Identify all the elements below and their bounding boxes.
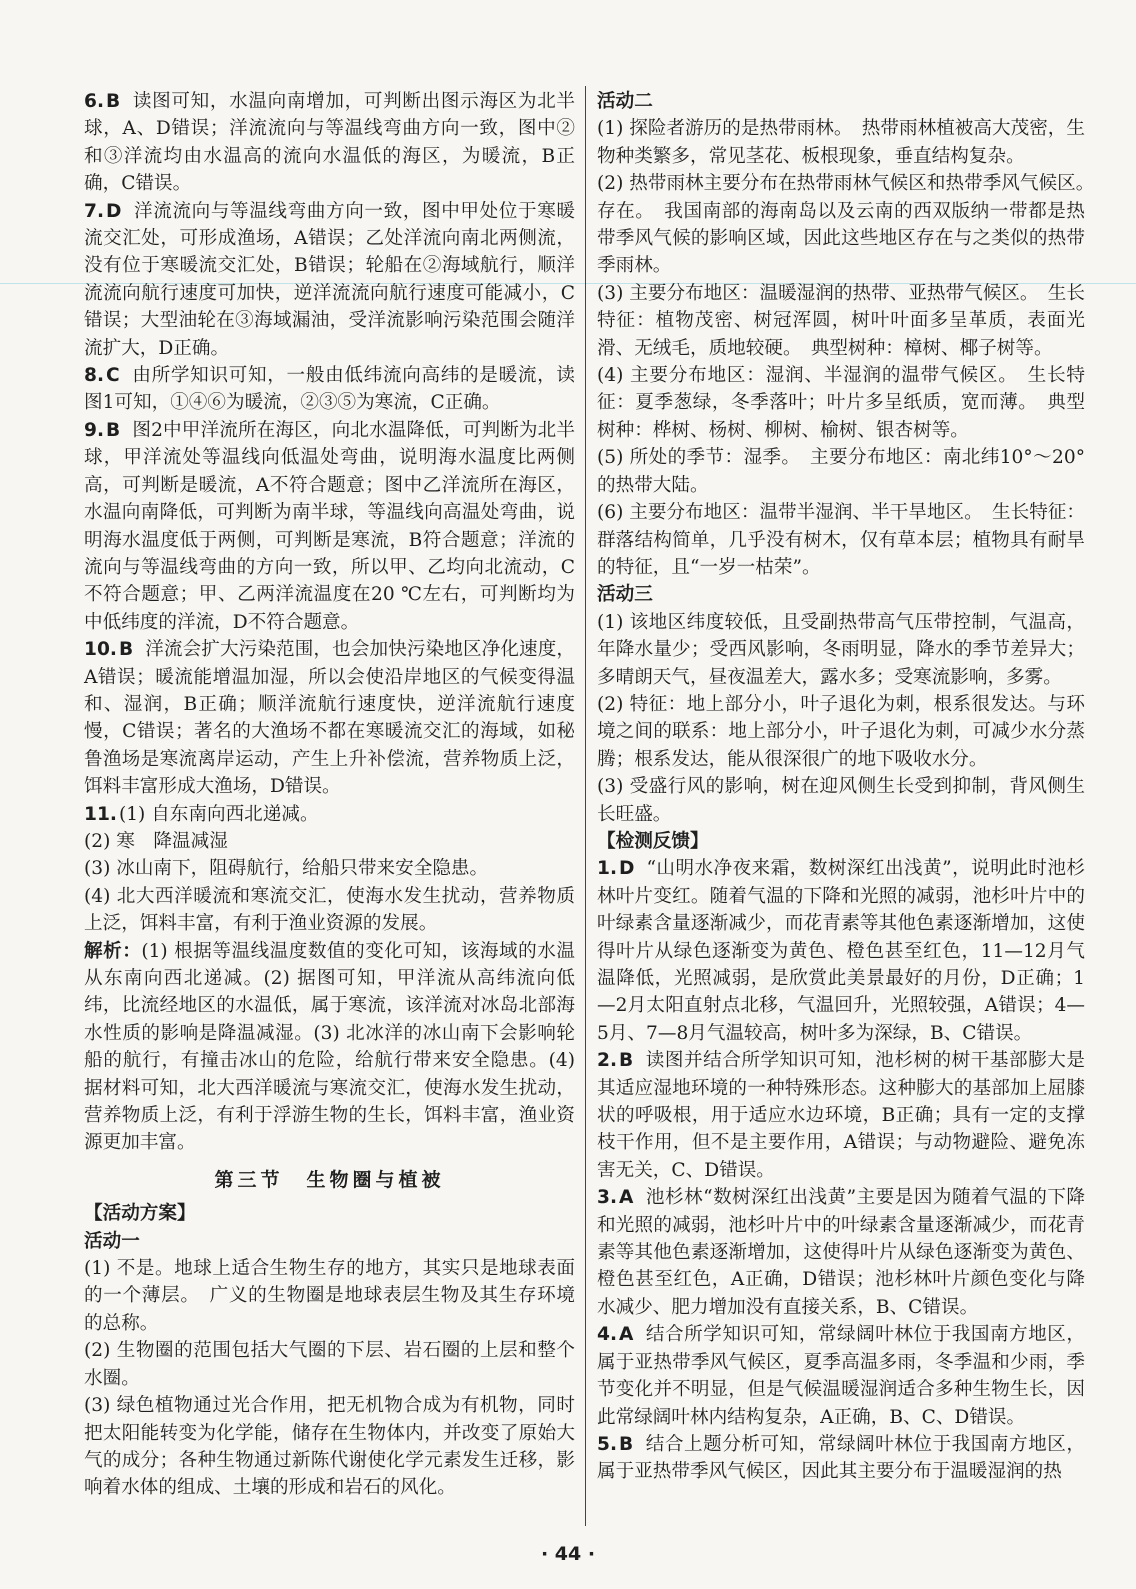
answer-letter: C — [106, 365, 120, 387]
answer-explanation: 池杉林“数树深红出浅黄”主要是因为随着气温的下降和光照的减弱，池杉叶片中的叶绿素含量逐渐减少，而花青素等其他色素逐渐增加，这使得叶片从绿色逐渐变为黄色、橙色甚至红色，A正确，D错误；池杉林叶片颜色变化与降水减少、肥力增加没有直接关系，B、C错误。 — [597, 1187, 1085, 1318]
answer-item-7 — [84, 198, 575, 362]
answer-item-11-line-3: (3) 冰山南下，阻碍航行，给船只带来安全隐患。 — [84, 858, 489, 880]
question-number: 7. — [84, 200, 105, 222]
answer-explanation: 由所学知识可知，一般由低纬流向高纬的是暖流，读图1可知，①④⑥为暖流，②③⑤为寒流，C正确。 — [84, 365, 575, 414]
activity-2-item: (5) 所处的季节：湿季。 主要分布地区：南北纬10°～20°的热带大陆。 — [597, 447, 1085, 496]
answer-explanation: 洋流流向与等温线弯曲方向一致，图中甲处位于寒暖流交汇处，可形成渔场，A错误；乙处洋流向南北两侧流，没有位于寒暖流交汇处，B错误；轮船在②海域航行，顺洋流流向航行速度可加快，逆洋流流向航行速度可能减小，C错误；大型油轮在③海域漏油，受洋流影响污染范围会随洋流扩大，D正确。 — [84, 200, 575, 359]
analysis-text: (1) 根据等温线温度数值的变化可知，该海域的水温从东南向西北递减。(2) 据图可知，甲洋流从高纬流向低纬，比流经地区的水温低，属于寒流，该洋流对冰岛北部海水性质的影响是降温减湿。(3) 北冰洋的冰山南下会影响轮船的航行，有撞击冰山的危险，给航行带来安全隐患。(4) 据材料可知，北大西洋暖流与寒流交汇，使海水发生扰动，营养物质上泛，有利于浮游生物的生长，饵料丰富，渔业资源更加丰富。 — [84, 940, 575, 1154]
analysis-label: 解析： — [84, 940, 142, 962]
question-number: 2. — [597, 1050, 618, 1072]
activity-1-item: (2) 生物圈的范围包括大气圈的下层、岩石圈的上层和整个水圈。 — [84, 1340, 575, 1389]
answer-item-11-line-4: (4) 北大西洋暖流和寒流交汇，使海水发生扰动，营养物质上泛，饵料丰富，有利于渔业资源的发展。 — [84, 885, 575, 935]
page-number: · 44 · — [540, 1543, 596, 1565]
answer-item-11-line-2: (2) 寒 降温减湿 — [84, 830, 228, 852]
answer-explanation: 洋流会扩大污染范围，也会加快污染地区净化速度，A错误；暖流能增温加湿，所以会使沿岸地区的气候变得温和、湿润，B正确；顺洋流航行速度快，逆洋流航行速度慢，C错误；著名的大渔场不都在寒暖流交汇的海域，如秘鲁渔场是寒流离岸运动，产生上升补偿流，营养物质上泛，饵料丰富形成大渔场，D错误。 — [84, 639, 575, 798]
answer-item-6 — [84, 88, 575, 198]
answer-line: (1) 自东南向西北递减。 — [118, 803, 319, 825]
question-number: 1. — [597, 858, 618, 880]
answer-explanation: 结合上题分析可知，常绿阔叶林位于我国南方地区，属于亚热带季风气候区，因此其主要分布于温暖湿润的热 — [597, 1433, 1085, 1483]
feedback-heading: 【检测反馈】 — [597, 830, 709, 852]
answer-item-10 — [84, 636, 575, 800]
activity-2-item: (6) 主要分布地区：温带半湿润、半干旱地区。 生长特征：群落结构简单，几乎没有树木，仅有草本层；植物具有耐旱的特征，且“一岁一枯荣”。 — [597, 502, 1085, 578]
activity-3-heading: 活动三 — [597, 584, 653, 606]
activity-3-item: (1) 该地区纬度较低，且受副热带高气压带控制，气温高，年降水量少；受西风影响，冬雨明显，降水的季节差异大；多晴朗天气，昼夜温差大，露水多；受寒流影响，多雾。 — [597, 611, 1085, 688]
activity-3-item: (3) 受盛行风的影响，树在迎风侧生长受到抑制，背风侧生长旺盛。 — [597, 776, 1085, 825]
activity-2-heading: 活动二 — [597, 91, 653, 112]
feedback-item-3 — [597, 1184, 1085, 1321]
feedback-item-1 — [597, 855, 1085, 1047]
answer-letter: B — [106, 419, 121, 441]
answer-explanation: “山明水净夜来霜，数树深红出浅黄”，说明此时池杉林叶片变红。随着气温的下降和光照的减弱，池杉叶片中的叶绿素含量逐渐减少，而花青素等其他色素逐渐增加，这使得叶片从绿色逐渐变为黄色、橙色甚至红色，11—12月气温降低，光照减弱，是欣赏此美景最好的月份，D正确；1—2月太阳直射点北移，气温回升，光照较强，A错误；4—5月、7—8月气温较高，树叶多为深绿，B、C错误。 — [597, 858, 1085, 1044]
feedback-item-4 — [597, 1321, 1085, 1431]
answer-letter: D — [619, 858, 635, 880]
question-number: 6. — [84, 91, 105, 112]
activity-2-item: (3) 主要分布地区：温暖湿润的热带、亚热带气候区。 生长特征：植物茂密、树冠浑圆，树叶叶面多呈革质，表面光滑、无绒毛，质地较硬。 典型树种：樟树、椰子树等。 — [597, 282, 1085, 359]
activity-2-item: (1) 探险者游历的是热带雨林。 热带雨林植被高大茂密，生物种类繁多，常见茎花、板根现象，垂直结构复杂。 — [597, 118, 1085, 167]
feedback-item-5 — [597, 1431, 1085, 1486]
left-column — [84, 88, 575, 1502]
column-divider — [585, 86, 586, 1526]
question-number: 11. — [84, 803, 117, 825]
answer-item-9 — [84, 417, 575, 636]
question-number: 10. — [84, 639, 117, 661]
answer-letter: B — [106, 91, 121, 112]
answer-explanation: 结合所学知识可知，常绿阔叶林位于我国南方地区，属于亚热带季风气候区，夏季高温多雨，冬季温和少雨，季节变化并不明显，但是气候温暖湿润适合多种生物生长，因此常绿阔叶林内结构复杂，A正确，B、C、D错误。 — [597, 1324, 1085, 1428]
section-title: 第三节 生物圈与植被 — [214, 1168, 445, 1191]
activity-1-item: (3) 绿色植物通过光合作用，把无机物合成为有机物，同时把太阳能转变为化学能，储存在生物体内，并改变了原始大气的成分；各种生物通过新陈代谢使化学元素发生迁移，影响着水体的组成、土壤的形成和岩石的风化。 — [84, 1395, 575, 1499]
answer-letter: B — [619, 1050, 634, 1072]
answer-explanation: 图2中甲洋流所在海区，向北水温降低，可判断为北半球，甲洋流处等温线向低温处弯曲，说明海水温度比两侧高，可判断是暖流，A不符合题意；图中乙洋流所在海区，水温向南降低，可判断为南半球，等温线向高温处弯曲，说明海水温度低于两侧，可判断是寒流，B符合题意；洋流的流向与等温线弯曲的方向一致，所以甲、乙均向北流动，C不符合题意；甲、乙两洋流温度在20 ℃左右，可判断均为中低纬度的洋流，D不符合题意。 — [84, 419, 575, 633]
right-column — [597, 88, 1104, 1486]
question-number: 8. — [84, 365, 105, 387]
activity-2-item: (2) 热带雨林主要分布在热带雨林气候区和热带季风气候区。 存在。 我国南部的海南岛以及云南的西双版纳一带都是热带季风气候的影响区域，因此这些地区存在与之类似的热带季雨林。 — [597, 173, 1104, 277]
question-number: 3. — [597, 1187, 618, 1209]
answer-letter: B — [118, 639, 134, 661]
answer-explanation: 读图可知，水温向南增加，可判断出图示海区为北半球，A、D错误；洋流流向与等温线弯曲方向一致，图中②和③洋流均由水温高的流向水温低的海区，为暖流，B正确，C错误。 — [84, 91, 575, 195]
answer-letter: D — [106, 200, 122, 222]
activity-2-item: (4) 主要分布地区：湿润、半湿润的温带气候区。 生长特征：夏季葱绿，冬季落叶；叶片多呈纸质，宽而薄。 典型树种：桦树、杨树、柳树、榆树、银杏树等。 — [597, 365, 1085, 441]
activity-1-item: (1) 不是。地球上适合生物生存的地方，其实只是地球表面的一个薄层。 广义的生物圈是地球表层生物及其生存环境的总称。 — [84, 1258, 575, 1334]
question-number: 4. — [597, 1324, 618, 1346]
feedback-item-2 — [597, 1047, 1085, 1184]
activity-3-item: (2) 特征：地上部分小，叶子退化为刺，根系很发达。与环境之间的联系：地上部分小，叶子退化为刺，可减少水分蒸腾；根系发达，能从很深很广的地下吸收水分。 — [597, 693, 1085, 770]
answer-explanation: 读图并结合所学知识可知，池杉树的树干基部膨大是其适应湿地环境的一种特殊形态。这种膨大的基部加上屈膝状的呼吸根，用于适应水边环境，B正确；具有一定的支撑枝干作用，但不是主要作用，A错误；与动物避险、避免冻害无关，C、D错误。 — [597, 1050, 1085, 1181]
answer-letter: B — [619, 1433, 634, 1455]
answer-item-11-analysis — [84, 938, 575, 1157]
answer-letter: A — [619, 1187, 634, 1209]
question-number: 9. — [84, 419, 105, 441]
answer-item-11-line-1 — [84, 801, 575, 828]
activity-1-heading: 活动一 — [84, 1230, 140, 1252]
answer-letter: A — [619, 1324, 634, 1346]
question-number: 5. — [597, 1433, 618, 1455]
answer-item-8 — [84, 362, 575, 417]
activity-plan-heading: 【活动方案】 — [84, 1203, 196, 1225]
